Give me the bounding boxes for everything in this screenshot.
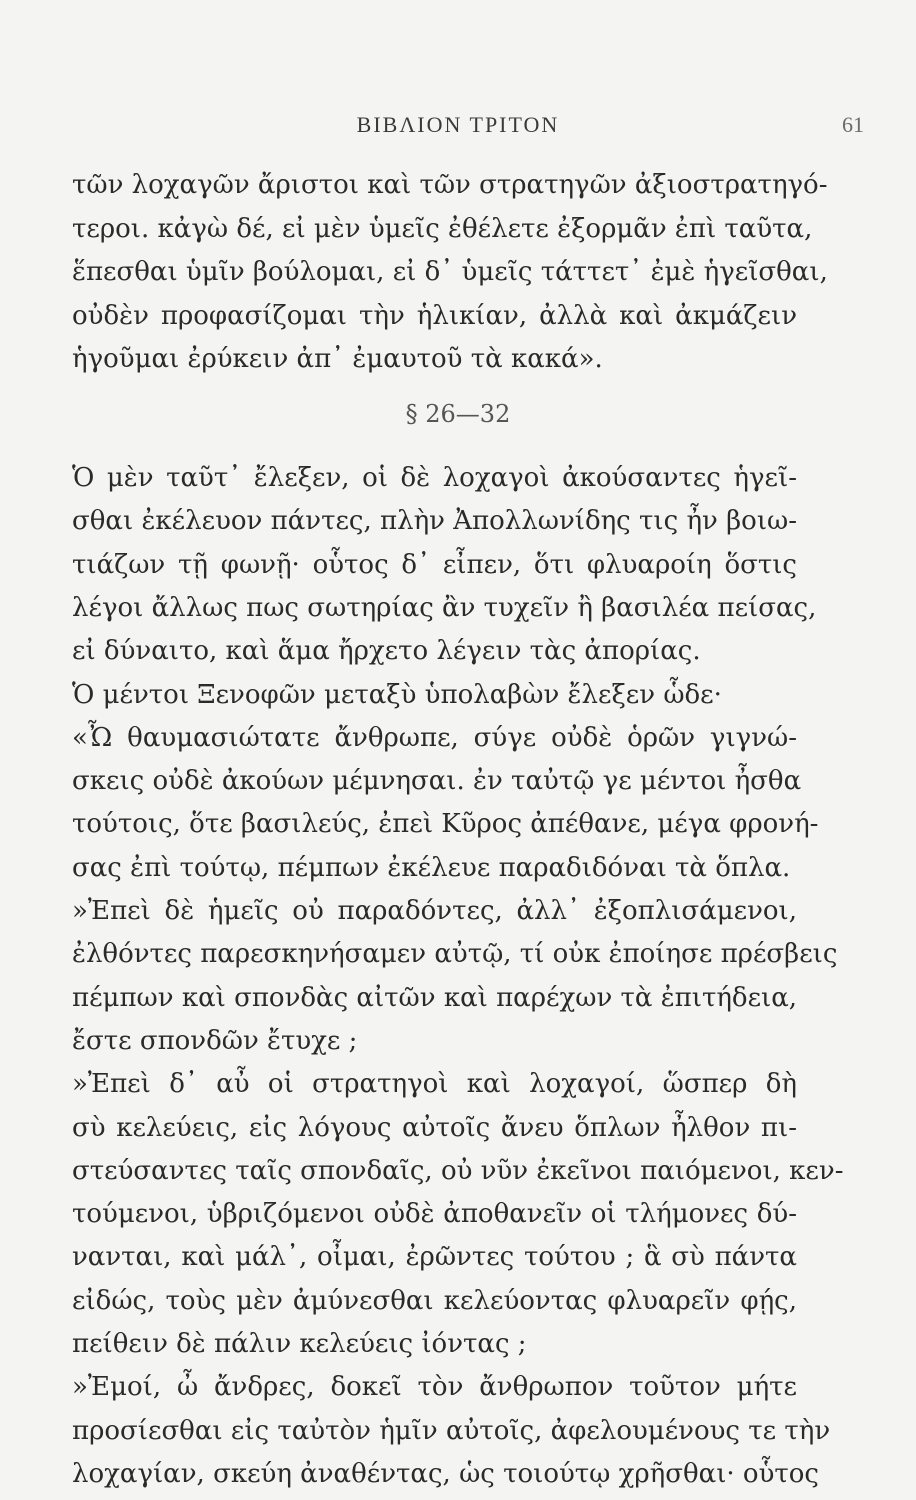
running-header: ΒΙΒΛΙΟΝ ΤΡΙΤΟΝ [356,112,560,137]
text-line: τῶν λοχαγῶν ἄριστοι καὶ τῶν στρατηγῶν ἀξιοστρατηγό- [72,170,828,200]
text-line: λέγοι ἄλλως πως σωτηρίας ἂν τυχεῖν ἢ βασιλέα πείσας, [72,592,817,623]
text-line: λοχαγίαν, σκεύη ἀναθέντας, ὡς τοιούτῳ χρῆσθαι· οὗτος [72,1458,819,1489]
text-line: ἕπεσθαι ὑμῖν βούλομαι, εἰ δ᾽ ὑμεῖς τάττετ᾽ ἐμὲ ἡγεῖσθαι, [72,257,828,287]
text-line: τούτοις, ὅτε βασιλεύς, ἐπεὶ Κῦρος ἀπέθανε, μέγα φρονή- [72,809,819,840]
text-line: σας ἐπὶ τούτῳ, πέμπων ἐκέλευε παραδιδόναι τὰ ὅπλα. [72,852,791,883]
text-line: τεροι. κἀγὼ δέ, εἰ μὲν ὑμεῖς ἐθέλετε ἐξορμᾶν ἐπὶ ταῦτα, [72,213,813,244]
text-line: προσίεσθαι εἰς ταὐτὸν ἡμῖν αὐτοῖς, ἀφελουμένους τε τὴν [72,1415,831,1446]
text-line: σθαι ἐκέλευον πάντες, πλὴν Ἀπολλωνίδης τις ἦν βοιω- [72,506,797,537]
text-line: «Ὦ θαυμασιώτατε ἄνθρωπε, σύγε οὐδὲ ὁρῶν γιγνώ- [72,722,797,753]
text-line: »Ἐπεὶ δὲ ἡμεῖς οὐ παραδόντες, ἀλλ᾽ ἐξοπλισάμενοι, [72,896,797,926]
text-line: ἡγοῦμαι ἐρύκειν ἀπ᾽ ἐμαυτοῦ τὰ κακά». [72,344,603,374]
text-line: Ὁ μὲν ταῦτ᾽ ἔλεξεν, οἱ δὲ λοχαγοὶ ἀκούσαντες ἡγεῖ- [72,463,797,493]
text-line: σὺ κελεύεις, εἰς λόγους αὐτοῖς ἄνευ ὅπλων ἦλθον πι- [72,1112,797,1143]
text-line: σκεις οὐδὲ ἀκούων μέμνησαι. ἐν ταὐτῷ γε μέντοι ἦσθα [72,766,802,797]
text-line: »Ἐπεὶ δ᾽ αὖ οἱ στρατηγοὶ καὶ λοχαγοί, ὥσπερ δὴ [72,1069,797,1100]
text-line: εἰ δύναιτο, καὶ ἅμα ἤρχετο λέγειν τὰς ἀπορίας. [72,636,701,667]
text-line: τιάζων τῇ φωνῇ· οὗτος δ᾽ εἶπεν, ὅτι φλυαροίη ὅστις [72,549,797,580]
text-line: πείθειν δὲ πάλιν κελεύεις ἰόντας ; [72,1329,527,1359]
text-line: εἰδώς, τοὺς μὲν ἀμύνεσθαι κελεύοντας φλυαρεῖν φῄς, [72,1285,797,1316]
text-line: ἔστε σπονδῶν ἔτυχε ; [72,1025,358,1056]
page-number: 61 [842,112,864,137]
text-line: τούμενοι, ὑβριζόμενοι οὐδὲ ἀποθανεῖν οἱ τλήμονες δύ- [72,1199,797,1230]
section-heading: § 26—32 [405,400,511,428]
text-line: οὐδὲν προφασίζομαι τὴν ἡλικίαν, ἀλλὰ καὶ ἀκμάζειν [72,300,797,331]
text-line: πέμπων καὶ σπονδὰς αἰτῶν καὶ παρέχων τὰ ἐπιτήδεια, [72,982,798,1013]
text-line: ἐλθόντες παρεσκηνήσαμεν αὐτῷ, τί οὐκ ἐποίησε πρέσβεις [72,939,838,970]
text-line: Ὁ μέντοι Ξενοφῶν μεταξὺ ὑπολαβὼν ἔλεξεν ὧδε· [72,679,722,710]
text-line: στεύσαντες ταῖς σπονδαῖς, οὐ νῦν ἐκεῖνοι παιόμενοι, κεν- [72,1155,844,1186]
text-line: »Ἐμοί, ὦ ἄνδρες, δοκεῖ τὸν ἄνθρωπον τοῦτον μήτε [72,1372,797,1403]
text-line: νανται, καὶ μάλ᾽, οἶμαι, ἐρῶντες τούτου ; ἃ σὺ πάντα [72,1242,797,1273]
